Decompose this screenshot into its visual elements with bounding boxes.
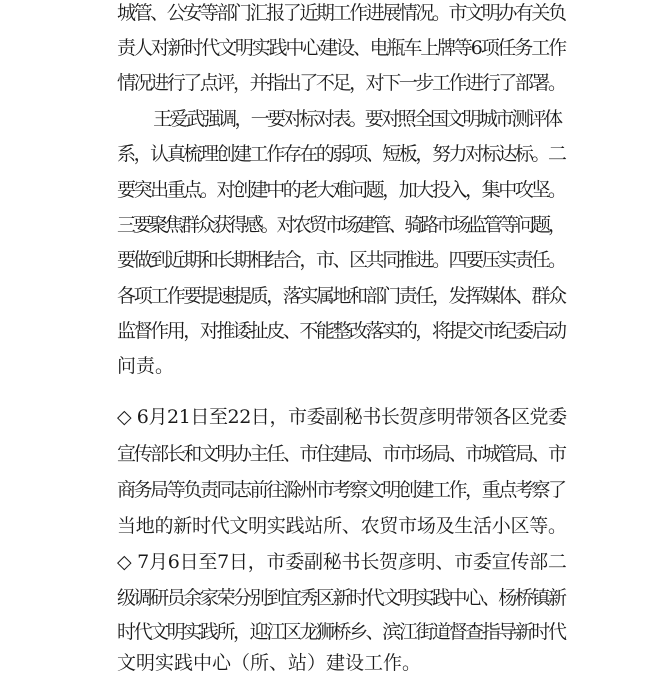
text-line: 系，认真梳理创建工作存在的弱项、短板，努力对标达标。二 bbox=[117, 143, 565, 165]
text-line: 要突出重点。对创建中的老大难问题，加大投入，集中攻坚。 bbox=[117, 179, 565, 201]
text-line: 各项工作要提速提质，落实属地和部门责任，发挥媒体、群众 bbox=[117, 285, 565, 307]
text-line: ◇ 6月21日至22日，市委副秘书长贺彦明带领各区党委 bbox=[117, 406, 567, 428]
text-line: ◇ 7月6日至7日，市委副秘书长贺彦明、市委宣传部二 bbox=[117, 551, 567, 573]
text-line: 要做到近期和长期相结合，市、区共同推进。四要压实责任。 bbox=[117, 249, 565, 271]
text-line: 时代文明实践所，迎江区龙狮桥乡、滨江街道督查指导新时代 bbox=[117, 621, 565, 643]
text-line: 级调研员余家荣分别到宜秀区新时代文明实践中心、杨桥镇新 bbox=[117, 587, 565, 609]
text-line: 商务局等负责同志前往滁州市考察文明创建工作，重点考察了 bbox=[117, 479, 565, 501]
text-line: 宣传部长和文明办主任、市住建局、市市场局、市城管局、市 bbox=[117, 443, 565, 465]
text-line: 情况进行了点评，并指出了不足，对下一步工作进行了部署。 bbox=[117, 72, 565, 94]
text-line: 监督作用，对推诿扯皮、不能整改落实的，将提交市纪委启动 bbox=[117, 320, 565, 342]
text-line: 责人对新时代文明实践中心建设、电瓶车上牌等6项任务工作 bbox=[117, 37, 565, 59]
text-line: 文明实践中心（所、站）建设工作。 bbox=[117, 652, 422, 674]
text-line: 三要聚焦群众获得感。对农贸市场建管、骑路市场监管等问题， bbox=[117, 214, 564, 236]
text-line: 问责。 bbox=[117, 355, 175, 377]
text-line: 当地的新时代文明实践站所、农贸市场及生活小区等。 bbox=[117, 515, 567, 537]
text-line: 城管、公安等部门汇报了近期工作进展情况。市文明办有关负 bbox=[117, 2, 565, 24]
text-line: 王爱武强调，一要对标对表。要对照全国文明城市测评体 bbox=[153, 108, 561, 130]
